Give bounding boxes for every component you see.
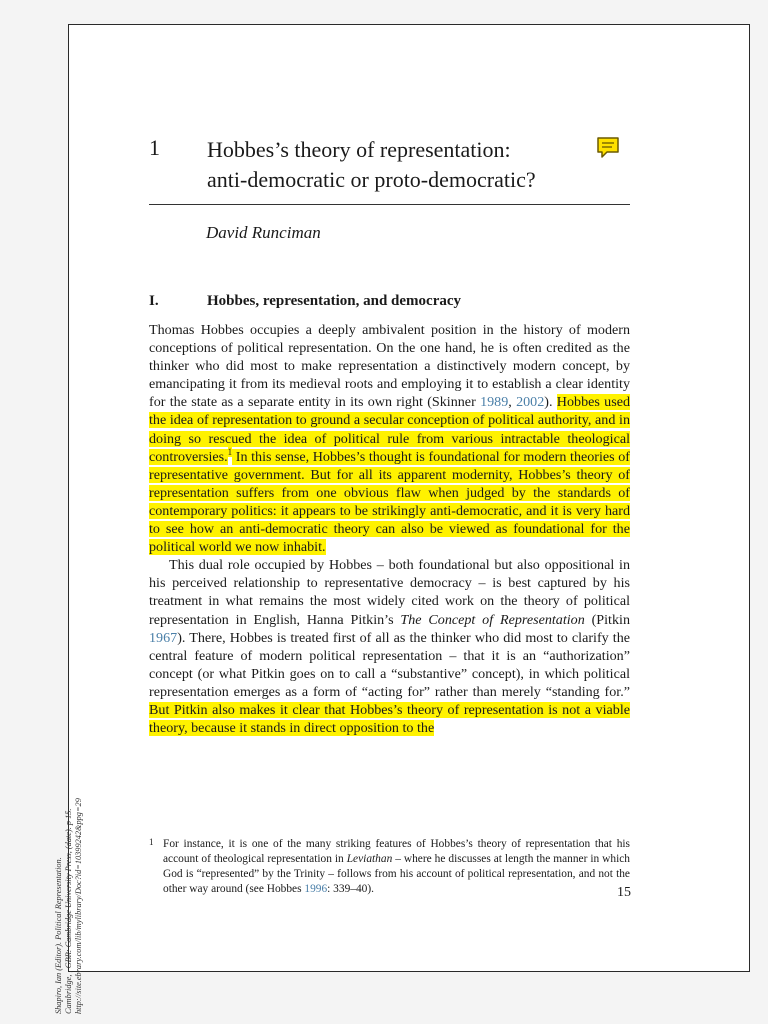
text-span: This dual role occupied by Hobbes – both foundational but also oppositional in his perceived relationship to representative democracy – is best captured by his treatment in what remains the most widely cited work on the theory of political representation in English, Hanna Pitkin’s bbox=[149, 557, 630, 628]
text-span: : 339–40). bbox=[327, 883, 374, 895]
body-text bbox=[149, 321, 630, 737]
section-title: Hobbes, representation, and democracy bbox=[207, 293, 462, 309]
sidebar-line: Cambridge, , GBR: Cambridge University Press, (date). p 15. bbox=[63, 808, 73, 1014]
text-span: (Pitkin bbox=[584, 611, 630, 628]
citation-link[interactable]: 2002 bbox=[516, 394, 545, 411]
chapter-title-line2: anti-democratic or proto-democratic? bbox=[207, 167, 536, 192]
text-span: – where he discusses at length the manner in which God is “represented” by the Trinity – follows from his account of political representation, and not the other way around (see Hobbes bbox=[163, 853, 630, 895]
footnote bbox=[149, 837, 630, 897]
paragraph-2 bbox=[149, 556, 630, 737]
text-span: ). There, Hobbes is treated first of all as the thinker who did most to clarify the central feature of modern political representation – that it is an “authorization” concept (or what Pitkin goes on to call a “substantive” concept), in which political representation emerges as a form of “acting for” rather than merely “standing for.” bbox=[149, 629, 630, 700]
italic-title: The Concept of Representation bbox=[400, 611, 585, 628]
citation-link[interactable]: 1989 bbox=[480, 394, 509, 411]
text-span: ). bbox=[544, 394, 557, 411]
citation-sidebar bbox=[54, 754, 83, 1014]
citation-link[interactable]: 1967 bbox=[149, 629, 178, 646]
footnote-mark: 1 bbox=[149, 837, 154, 847]
comment-icon[interactable] bbox=[595, 135, 621, 161]
citation-link[interactable]: 1996 bbox=[304, 883, 328, 895]
chapter-title-line1: Hobbes’s theory of representation: bbox=[207, 137, 511, 162]
text-span: For instance, it is one of the many striking features of Hobbes’s theory of representation that his account of theological representation in bbox=[163, 838, 630, 865]
paragraph-1 bbox=[149, 321, 630, 556]
sidebar-url[interactable]: http://site.ebrary.com/lib/mylibrary/Doc?id=10399242&ppg=29 bbox=[73, 798, 83, 1014]
highlighted-text[interactable]: But Pitkin also makes it clear that Hobbes’s theory of representation is not a viable theory, because it stands in direct opposition to the bbox=[149, 701, 630, 737]
text-span: , bbox=[508, 394, 517, 411]
section-number: I. bbox=[149, 293, 159, 309]
highlighted-text[interactable]: In this sense, Hobbes’s thought is foundational for modern theories of representative government. But for all its apparent modernity, Hobbes’s theory of representation suffers from one obvious flaw when judged by the standards of contemporary politics: it appears to be strikingly anti-democratic, and it is very hard to see how an anti-democratic theory can also be viewed as foundational for the political world we now inhabit. bbox=[149, 448, 630, 556]
text-span: Thomas Hobbes occupies a deeply ambivalent position in the history of modern conceptions of political representation. On the one hand, he is often credited as the thinker who did most to make representation a distinctively modern concept, by emancipating it from its medieval roots and employing it to establish a clear identity for the state as a separate entity in its own right (Skinner bbox=[149, 322, 630, 411]
title-divider bbox=[149, 204, 630, 205]
document-page bbox=[68, 24, 750, 972]
page-number: 15 bbox=[617, 885, 631, 900]
footnote-text bbox=[163, 837, 630, 897]
highlighted-text[interactable]: Hobbes used the idea of representation to ground a secular conception of political authority, and in doing so rescued the idea of political rule from various intractable theological controversies. bbox=[149, 394, 630, 465]
italic-title: Leviathan bbox=[346, 853, 393, 865]
sidebar-line: Shapiro, Ian (Editor). Political Representation. bbox=[54, 857, 63, 1014]
section-heading bbox=[149, 293, 461, 310]
footnote-reference[interactable]: 1 bbox=[227, 446, 233, 457]
chapter-title bbox=[207, 135, 627, 195]
chapter-number: 1 bbox=[149, 135, 160, 160]
chapter-author: David Runciman bbox=[206, 223, 321, 242]
